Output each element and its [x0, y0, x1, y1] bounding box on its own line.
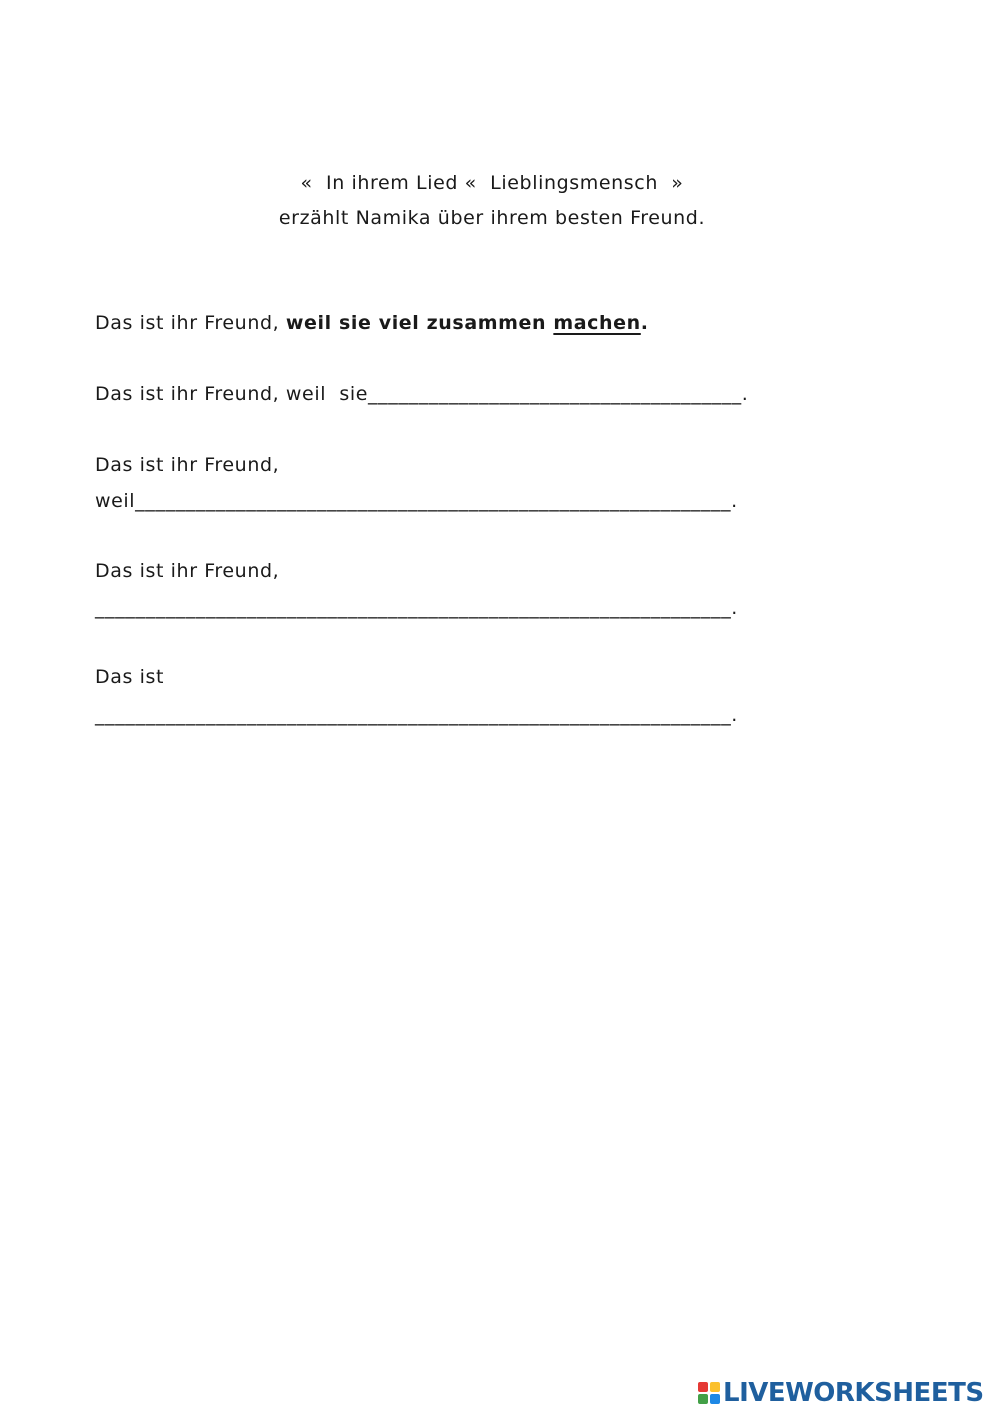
logo-square-red — [698, 1382, 708, 1392]
example-underlined-verb: machen — [553, 312, 641, 334]
exercise-4-prompt: Das ist — [95, 666, 165, 688]
title-description-line: erzählt Namika über ihrem besten Freund. — [278, 207, 706, 229]
title-song-line: « In ihrem Lied « Lieblingsmensch » — [300, 172, 684, 194]
exercise-3-prompt: Das ist ihr Freund, — [95, 560, 280, 582]
liveworksheets-logo — [698, 1380, 984, 1406]
liveworksheets-logo-text: LIVEWORKSHEETS — [723, 1378, 984, 1408]
example-sentence — [95, 312, 649, 334]
logo-square-green — [698, 1394, 708, 1404]
logo-square-yellow — [710, 1382, 720, 1392]
exercise-3-answer-line[interactable]: _______________________________________________________________. — [95, 597, 738, 619]
exercise-2-prompt: Das ist ihr Freund, — [95, 454, 280, 476]
example-prefix: Das ist ihr Freund, — [95, 312, 286, 334]
exercise-4-answer-line[interactable]: _______________________________________________________________. — [95, 704, 738, 726]
example-bold-clause: weil sie viel zusammen — [285, 312, 554, 334]
liveworksheets-logo-icon — [698, 1382, 720, 1404]
example-period: . — [640, 312, 649, 334]
exercise-1-line[interactable]: Das ist ihr Freund, weil sie_____________________________________. — [95, 383, 749, 405]
logo-square-blue — [710, 1394, 720, 1404]
exercise-2-answer-line[interactable]: weil___________________________________________________________. — [95, 490, 738, 512]
